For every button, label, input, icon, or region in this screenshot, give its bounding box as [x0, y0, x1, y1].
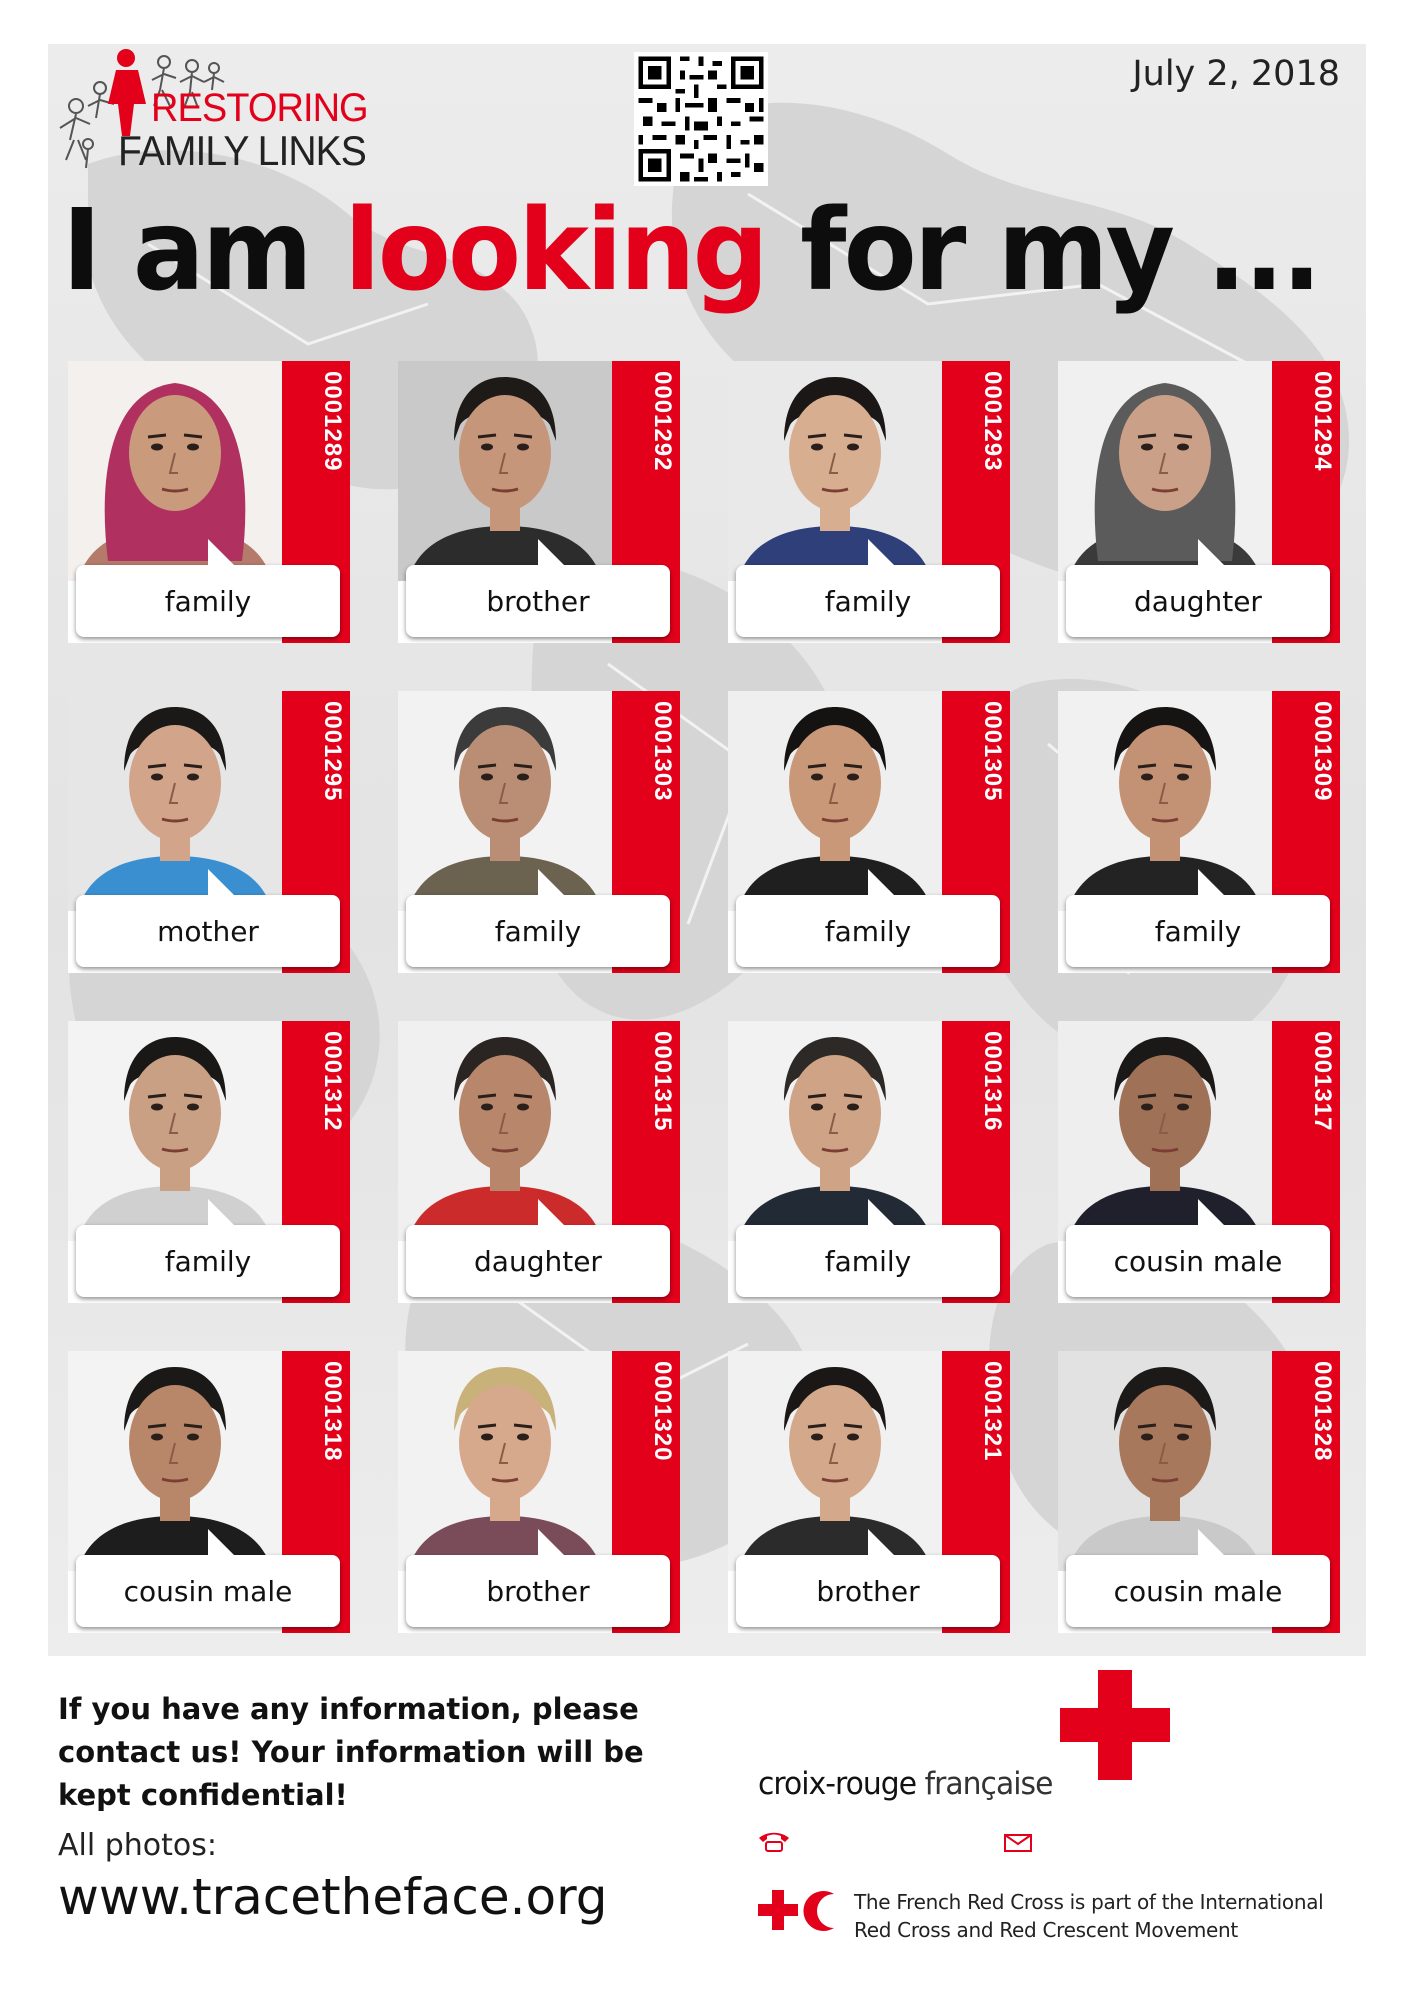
person-card[interactable]: [1058, 1021, 1340, 1303]
person-card[interactable]: [728, 1021, 1010, 1303]
person-photo: [728, 1021, 942, 1241]
headline: [62, 176, 1320, 326]
relation-label: family: [76, 565, 340, 637]
headline-part-1: I am: [62, 186, 345, 316]
person-id: 0001321: [979, 1361, 1006, 1462]
relation-label: family: [736, 565, 1000, 637]
relation-label: family: [736, 1225, 1000, 1297]
person-photo: [728, 691, 942, 911]
person-id: 0001317: [1309, 1031, 1336, 1132]
person-card[interactable]: [398, 691, 680, 973]
person-card[interactable]: [728, 1351, 1010, 1633]
person-id: 0001316: [979, 1031, 1006, 1132]
qr-code[interactable]: [634, 52, 768, 186]
website-link[interactable]: www.tracetheface.org: [58, 1868, 608, 1926]
person-id: 0001303: [649, 701, 676, 802]
poster-panel: [48, 44, 1366, 1656]
person-photo: [1058, 361, 1272, 581]
relation-label: mother: [76, 895, 340, 967]
person-card[interactable]: [1058, 691, 1340, 973]
relation-label: family: [76, 1225, 340, 1297]
person-card[interactable]: [1058, 361, 1340, 643]
person-id: 0001293: [979, 371, 1006, 472]
movement-statement: The French Red Cross is part of the International Red Cross and Red Crescent Movement: [854, 1890, 1324, 1942]
person-photo: [398, 1021, 612, 1241]
person-card[interactable]: [68, 1021, 350, 1303]
person-card[interactable]: [1058, 1351, 1340, 1633]
relation-label: family: [406, 895, 670, 967]
relation-label: daughter: [1066, 565, 1330, 637]
french-red-cross-name: [758, 1766, 1052, 1802]
org-name-bold: croix-rouge: [758, 1766, 917, 1802]
person-card[interactable]: [68, 361, 350, 643]
person-photo: [68, 361, 282, 581]
restoring-family-links-logo: [56, 48, 386, 188]
person-photo: [68, 691, 282, 911]
person-photo: [68, 1351, 282, 1571]
relation-label: family: [736, 895, 1000, 967]
logo-line-family-links: FAMILY LINKS: [118, 127, 366, 174]
person-id: 0001320: [649, 1361, 676, 1462]
phone-icon[interactable]: [757, 1832, 791, 1852]
relation-label: brother: [406, 565, 670, 637]
person-id: 0001309: [1309, 701, 1336, 802]
person-id: 0001328: [1309, 1361, 1336, 1462]
person-id: 0001295: [319, 701, 346, 802]
person-id: 0001289: [319, 371, 346, 472]
person-id: 0001305: [979, 701, 1006, 802]
person-photo: [1058, 1021, 1272, 1241]
relation-label: cousin male: [1066, 1555, 1330, 1627]
logo-line-restoring: RESTORING: [151, 86, 368, 130]
person-id: 0001312: [319, 1031, 346, 1132]
contact-info-text: If you have any information, please contact us! Your information will be kept confidential!: [58, 1692, 644, 1812]
person-photo: [1058, 1351, 1272, 1571]
person-photo: [68, 1021, 282, 1241]
person-id: 0001315: [649, 1031, 676, 1132]
relation-label: daughter: [406, 1225, 670, 1297]
person-card[interactable]: [728, 691, 1010, 973]
person-photo: [398, 691, 612, 911]
relation-label: cousin male: [1066, 1225, 1330, 1297]
person-id: 0001294: [1309, 371, 1336, 472]
all-photos-label: All photos:: [58, 1828, 217, 1863]
relation-label: cousin male: [76, 1555, 340, 1627]
red-cross-red-crescent-emblem-icon: [756, 1886, 842, 1936]
person-photo: [728, 361, 942, 581]
person-photo: [398, 1351, 612, 1571]
headline-highlight: looking: [344, 186, 766, 316]
person-photo: [728, 1351, 942, 1571]
person-card[interactable]: [68, 1351, 350, 1633]
person-card[interactable]: [398, 1351, 680, 1633]
poster-date: July 2, 2018: [1132, 54, 1340, 94]
person-card[interactable]: [398, 361, 680, 643]
relation-label: brother: [406, 1555, 670, 1627]
person-photo: [398, 361, 612, 581]
person-id: 0001292: [649, 371, 676, 472]
person-card[interactable]: [398, 1021, 680, 1303]
person-photo: [1058, 691, 1272, 911]
mail-icon[interactable]: [1004, 1834, 1032, 1852]
person-card[interactable]: [728, 361, 1010, 643]
relation-label: family: [1066, 895, 1330, 967]
org-name-light: française: [916, 1766, 1053, 1802]
person-grid: [68, 361, 1353, 1644]
relation-label: brother: [736, 1555, 1000, 1627]
headline-part-2: for my ...: [765, 186, 1320, 316]
person-card[interactable]: [68, 691, 350, 973]
person-id: 0001318: [319, 1361, 346, 1462]
red-cross-icon: [1060, 1670, 1170, 1780]
